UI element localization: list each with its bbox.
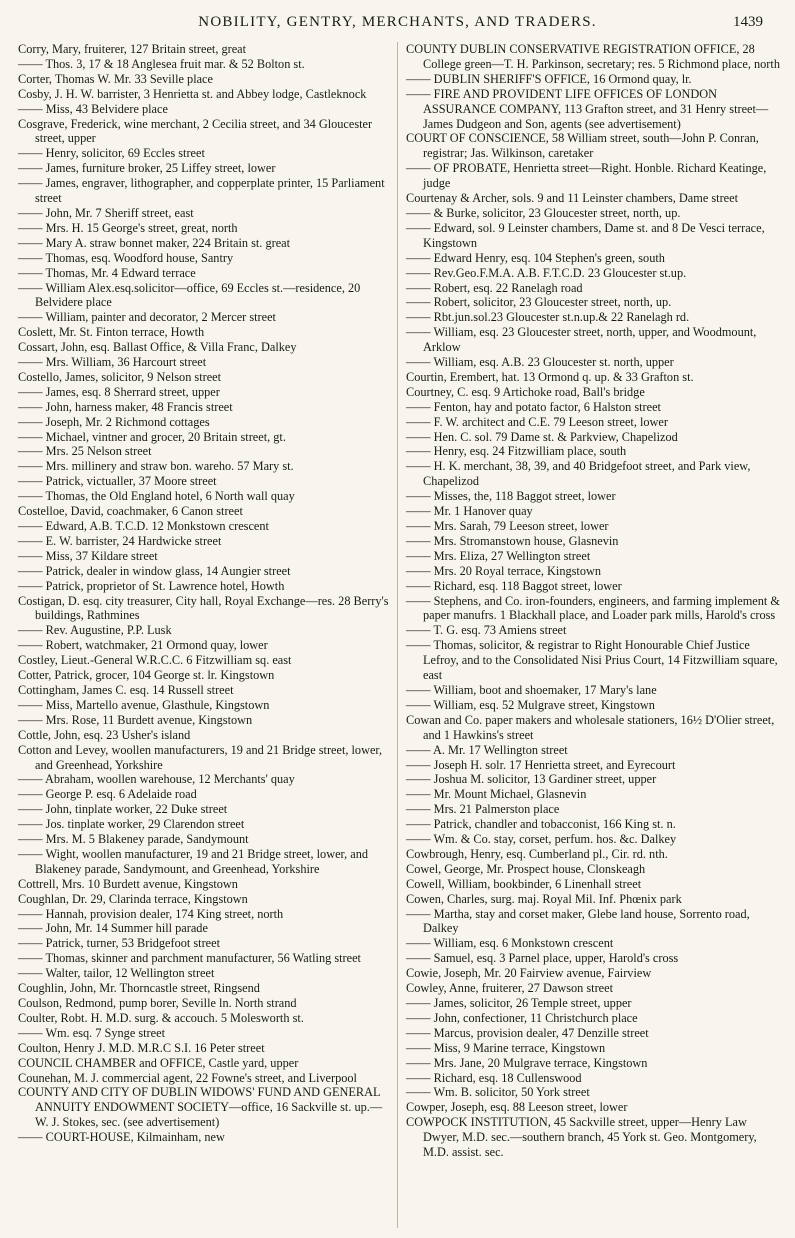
directory-entry: —— John, harness maker, 48 Francis street xyxy=(18,400,389,415)
directory-entry: —— Wm. & Co. stay, corset, perfum. hos. &c. Dalkey xyxy=(406,832,780,847)
directory-entry: —— Thomas, the Old England hotel, 6 North wall quay xyxy=(18,489,389,504)
directory-entry: —— William Alex.esq.solicitor—office, 69 Eccles st.—residence, 20 Belvidere place xyxy=(18,281,389,311)
directory-entry: —— Joseph, Mr. 2 Richmond cottages xyxy=(18,415,389,430)
directory-entry: —— E. W. barrister, 24 Hardwicke street xyxy=(18,534,389,549)
directory-entry: —— Thomas, Mr. 4 Edward terrace xyxy=(18,266,389,281)
directory-entry: —— Mrs. millinery and straw bon. wareho. 57 Mary st. xyxy=(18,459,389,474)
directory-entry: —— Henry, esq. 24 Fitzwilliam place, south xyxy=(406,444,780,459)
directory-entry: —— Miss, 9 Marine terrace, Kingstown xyxy=(406,1041,780,1056)
directory-entry: Cossart, John, esq. Ballast Office, & Villa Franc, Dalkey xyxy=(18,340,297,355)
directory-entry: —— A. Mr. 17 Wellington street xyxy=(406,743,780,758)
directory-entry: Corry, Mary, fruiterer, 127 Britain street, great xyxy=(18,42,247,56)
directory-entry: Courtenay & Archer, sols. 9 and 11 Leinster chambers, Dame street xyxy=(406,191,738,206)
directory-entry: Costigan, D. esq. city treasurer, City hall, Royal Exchange—res. 28 Berry's buildings, Rathmines xyxy=(18,593,389,623)
directory-entry: COUNTY AND CITY OF DUBLIN WIDOWS' FUND AND GENERAL ANNUITY ENDOWMENT SOCIETY—office, 16 Sackville st. up.—W. J. Stokes, sec. (see advertisement) xyxy=(18,1085,383,1130)
directory-entry: —— Mrs. Jane, 20 Mulgrave terrace, Kingstown xyxy=(406,1056,780,1071)
directory-entry: —— Richard, esq. 118 Baggot street, lower xyxy=(406,579,780,594)
directory-entry: —— William, esq. 23 Gloucester street, north, upper, and Woodmount, Arklow xyxy=(406,325,780,355)
directory-entry: COWPOCK INSTITUTION, 45 Sackville street, upper—Henry Law Dwyer, M.D. sec.—southern branch, 45 York st. Geo. Montgomery, M.D. assist. sec. xyxy=(406,1115,757,1160)
directory-entry: Costley, Lieut.-General W.R.C.C. 6 Fitzwilliam sq. east xyxy=(18,653,292,668)
directory-entry: —— Mrs. Stromanstown house, Glasnevin xyxy=(406,534,780,549)
directory-entry: Cosby, J. H. W. barrister, 3 Henrietta st. and Abbey lodge, Castleknock xyxy=(18,86,367,101)
directory-entry: —— Mr. 1 Hanover quay xyxy=(406,504,780,519)
directory-entry: —— Rev.Geo.F.M.A. A.B. F.T.C.D. 23 Gloucester st.up. xyxy=(406,266,780,281)
directory-entry: —— Miss, 43 Belvidere place xyxy=(18,102,389,117)
directory-entry: —— Mrs. 20 Royal terrace, Kingstown xyxy=(406,564,780,579)
directory-entry: Coulson, Redmond, pump borer, Seville ln. North strand xyxy=(18,996,297,1010)
directory-entry: —— Henry, solicitor, 69 Eccles street xyxy=(18,146,389,161)
directory-entry: —— Fenton, hay and potato factor, 6 Halston street xyxy=(406,400,780,415)
directory-entry: —— Mr. Mount Michael, Glasnevin xyxy=(406,787,780,802)
directory-entry: —— Rbt.jun.sol.23 Gloucester st.n.up.& 22 Ranelagh rd. xyxy=(406,310,780,325)
directory-entry: —— William, esq. 52 Mulgrave street, Kingstown xyxy=(406,698,780,713)
directory-entry: —— James, engraver, lithographer, and copperplate printer, 15 Parliament street xyxy=(18,176,389,206)
directory-entry: —— James, esq. 8 Sherrard street, upper xyxy=(18,385,389,400)
directory-entry: —— William, painter and decorator, 2 Mercer street xyxy=(18,310,389,325)
directory-entry: —— DUBLIN SHERIFF'S OFFICE, 16 Ormond quay, lr. xyxy=(406,72,780,87)
directory-entry: —— Abraham, woollen warehouse, 12 Merchants' quay xyxy=(18,772,389,787)
directory-entry: Cowper, Joseph, esq. 88 Leeson street, lower xyxy=(406,1100,628,1115)
directory-entry: —— William, esq. A.B. 23 Gloucester st. north, upper xyxy=(406,355,780,370)
directory-entry: Coughlin, John, Mr. Thorncastle street, Ringsend xyxy=(18,981,260,996)
directory-entry: Cowan and Co. paper makers and wholesale stationers, 16½ D'Olier street, and 1 Hawkins's street xyxy=(406,712,775,742)
directory-entry: —— Mrs. Eliza, 27 Wellington street xyxy=(406,549,780,564)
directory-entry: Corter, Thomas W. Mr. 33 Seville place xyxy=(18,71,213,86)
directory-entry: Cotter, Patrick, grocer, 104 George st. lr. Kingstown xyxy=(18,668,275,683)
directory-entry: —— Edward, sol. 9 Leinster chambers, Dame st. and 8 De Vesci terrace, Kingstown xyxy=(406,221,780,251)
directory-entry: Coslett, Mr. St. Finton terrace, Howth xyxy=(18,325,205,340)
directory-entry: —— Patrick, chandler and tobacconist, 166 King st. n. xyxy=(406,817,780,832)
directory-entry: —— Mrs. H. 15 George's street, great, north xyxy=(18,221,389,236)
directory-entry: —— Thomas, solicitor, & registrar to Right Honourable Chief Justice Lefroy, and to the Consolidated Nisi Prius Court, 14 Fitzwilliam square, east xyxy=(406,638,780,683)
directory-entry: —— Samuel, esq. 3 Parnel place, upper, Harold's cross xyxy=(406,951,780,966)
directory-entry: —— Jos. tinplate worker, 29 Clarendon street xyxy=(18,817,389,832)
directory-entry: Cotton and Levey, woollen manufacturers, 19 and 21 Bridge street, lower, and Greenhead, Yorkshire xyxy=(18,742,383,772)
directory-entry: —— Edward, A.B. T.C.D. 12 Monkstown crescent xyxy=(18,519,389,534)
directory-entry: Cowley, Anne, fruiterer, 27 Dawson street xyxy=(406,981,614,996)
directory-entry: —— Richard, esq. 18 Cullenswood xyxy=(406,1071,780,1086)
directory-entry: —— Patrick, dealer in window glass, 14 Aungier street xyxy=(18,564,389,579)
directory-entry: Cowie, Joseph, Mr. 20 Fairview avenue, Fairview xyxy=(406,966,652,981)
directory-entry: Counehan, M. J. commercial agent, 22 Fowne's street, and Liverpool xyxy=(18,1070,357,1085)
directory-entry: Cosgrave, Frederick, wine merchant, 2 Cecilia street, and 34 Gloucester street, upper xyxy=(18,116,373,146)
directory-entry: —— H. K. merchant, 38, 39, and 40 Bridgefoot street, and Park view, Chapelizod xyxy=(406,459,780,489)
directory-entry: —— & Burke, solicitor, 23 Gloucester street, north, up. xyxy=(406,206,780,221)
directory-entry: —— Thomas, skinner and parchment manufacturer, 56 Watling street xyxy=(18,951,389,966)
directory-entry: —— Joseph H. solr. 17 Henrietta street, and Eyrecourt xyxy=(406,758,780,773)
directory-entry: Cottingham, James C. esq. 14 Russell street xyxy=(18,682,234,697)
directory-entry: —— Joshua M. solicitor, 13 Gardiner street, upper xyxy=(406,772,780,787)
directory-entry: Cottrell, Mrs. 10 Burdett avenue, Kingstown xyxy=(18,876,238,891)
directory-entry: Costelloe, David, coachmaker, 6 Canon street xyxy=(18,504,243,519)
directory-entry: Cowell, William, bookbinder, 6 Linenhall street xyxy=(406,876,642,891)
directory-entry: —— Mrs. William, 36 Harcourt street xyxy=(18,355,389,370)
left-column xyxy=(18,42,398,1228)
directory-entry: —— George P. esq. 6 Adelaide road xyxy=(18,787,389,802)
directory-entry: —— Mrs. 21 Palmerston place xyxy=(406,802,780,817)
directory-entry: COUNTY DUBLIN CONSERVATIVE REGISTRATION OFFICE, 28 College green—T. H. Parkinson, secretary; res. 5 Richmond place, north xyxy=(406,42,780,71)
directory-entry: —— Wm. B. solicitor, 50 York street xyxy=(406,1085,780,1100)
directory-entry: —— Mrs. M. 5 Blakeney parade, Sandymount xyxy=(18,832,389,847)
directory-entry: —— Walter, tailor, 12 Wellington street xyxy=(18,966,389,981)
directory-entry: —— Robert, watchmaker, 21 Ormond quay, lower xyxy=(18,638,389,653)
directory-entry: —— James, solicitor, 26 Temple street, upper xyxy=(406,996,780,1011)
directory-entry: —— Mary A. straw bonnet maker, 224 Britain st. great xyxy=(18,236,389,251)
directory-entry: —— William, esq. 6 Monkstown crescent xyxy=(406,936,780,951)
directory-entry: —— Hannah, provision dealer, 174 King street, north xyxy=(18,907,389,922)
directory-entry: —— Michael, vintner and grocer, 20 Britain street, gt. xyxy=(18,430,389,445)
directory-entry: Courtin, Erembert, hat. 13 Ormond q. up. & 33 Grafton st. xyxy=(406,369,694,384)
directory-entry: Coulter, Robt. H. M.D. surg. & accouch. 5 Molesworth st. xyxy=(18,1010,304,1025)
directory-entry: —— Edward Henry, esq. 104 Stephen's green, south xyxy=(406,251,780,266)
directory-entry: —— Misses, the, 118 Baggot street, lower xyxy=(406,489,780,504)
directory-entry: —— Wight, woollen manufacturer, 19 and 21 Bridge street, lower, and Blakeney parade, Sandymount, and Greenhead, Yorkshire xyxy=(18,847,389,877)
directory-columns xyxy=(18,42,780,1228)
directory-entry: —— Thomas, esq. Woodford house, Santry xyxy=(18,251,389,266)
directory-entry: Courtney, C. esq. 9 Artichoke road, Ball's bridge xyxy=(406,384,645,399)
directory-entry: —— John, Mr. 14 Summer hill parade xyxy=(18,921,389,936)
directory-entry: —— James, furniture broker, 25 Liffey street, lower xyxy=(18,161,389,176)
directory-entry: —— Patrick, turner, 53 Bridgefoot street xyxy=(18,936,389,951)
directory-entry: —— Mrs. 25 Nelson street xyxy=(18,444,389,459)
directory-entry: —— Miss, 37 Kildare street xyxy=(18,549,389,564)
directory-entry: Costello, James, solicitor, 9 Nelson street xyxy=(18,369,222,384)
directory-entry: —— OF PROBATE, Henrietta street—Right. Honble. Richard Keatinge, judge xyxy=(406,161,780,191)
page-header xyxy=(0,14,795,36)
directory-entry: Cowen, Charles, surg. maj. Royal Mil. Inf. Phœnix park xyxy=(406,891,682,906)
directory-entry: Cowbrough, Henry, esq. Cumberland pl., Cir. rd. nth. xyxy=(406,846,668,861)
directory-entry: —— John, tinplate worker, 22 Duke street xyxy=(18,802,389,817)
directory-entry: Coulton, Henry J. M.D. M.R.C S.I. 16 Peter street xyxy=(18,1040,265,1055)
directory-entry: —— Thos. 3, 17 & 18 Anglesea fruit mar. & 52 Bolton st. xyxy=(18,57,389,72)
directory-entry: —— Rev. Augustine, P.P. Lusk xyxy=(18,623,389,638)
directory-entry: —— Robert, solicitor, 23 Gloucester street, north, up. xyxy=(406,295,780,310)
directory-entry: —— FIRE AND PROVIDENT LIFE OFFICES OF LONDON ASSURANCE COMPANY, 113 Grafton street, and 31 Henry street—James Dudgeon and Son, agents (see advertisement) xyxy=(406,87,780,132)
directory-entry: Cottle, John, esq. 23 Usher's island xyxy=(18,727,191,742)
directory-entry: —— Martha, stay and corset maker, Glebe land house, Sorrento road, Dalkey xyxy=(406,907,780,937)
directory-entry: —— Patrick, victualler, 37 Moore street xyxy=(18,474,389,489)
directory-entry: COUNCIL CHAMBER and OFFICE, Castle yard, upper xyxy=(18,1055,299,1070)
directory-entry: —— COURT-HOUSE, Kilmainham, new xyxy=(18,1130,389,1145)
directory-entry: —— T. G. esq. 73 Amiens street xyxy=(406,623,780,638)
directory-entry: —— Marcus, provision dealer, 47 Denzille street xyxy=(406,1026,780,1041)
directory-entry: —— John, Mr. 7 Sheriff street, east xyxy=(18,206,389,221)
directory-entry: —— Wm. esq. 7 Synge street xyxy=(18,1026,389,1041)
directory-entry: —— F. W. architect and C.E. 79 Leeson street, lower xyxy=(406,415,780,430)
directory-entry: —— Mrs. Sarah, 79 Leeson street, lower xyxy=(406,519,780,534)
directory-entry: Cowel, George, Mr. Prospect house, Clonskeagh xyxy=(406,861,646,876)
directory-entry: —— Patrick, proprietor of St. Lawrence hotel, Howth xyxy=(18,579,389,594)
directory-entry: —— Robert, esq. 22 Ranelagh road xyxy=(406,281,780,296)
page-number: 1439 xyxy=(733,14,763,30)
directory-entry: —— William, boot and shoemaker, 17 Mary's lane xyxy=(406,683,780,698)
right-column xyxy=(398,42,780,1228)
directory-entry: —— Mrs. Rose, 11 Burdett avenue, Kingstown xyxy=(18,713,389,728)
directory-entry: —— Miss, Martello avenue, Glasthule, Kingstown xyxy=(18,698,389,713)
directory-entry: COURT OF CONSCIENCE, 58 William street, south—John P. Conran, registrar; Jas. Wilkinson, caretaker xyxy=(406,131,759,161)
running-title: NOBILITY, GENTRY, MERCHANTS, AND TRADERS. xyxy=(198,14,597,30)
directory-entry: Coughlan, Dr. 29, Clarinda terrace, Kingstown xyxy=(18,891,248,906)
directory-entry: —— Hen. C. sol. 79 Dame st. & Parkview, Chapelizod xyxy=(406,430,780,445)
directory-entry: —— John, confectioner, 11 Christchurch place xyxy=(406,1011,780,1026)
directory-entry: —— Stephens, and Co. iron-founders, engineers, and farming implement & paper manufrs. 1 Blackhall place, and Loader park mills, Harold's cross xyxy=(406,594,780,624)
